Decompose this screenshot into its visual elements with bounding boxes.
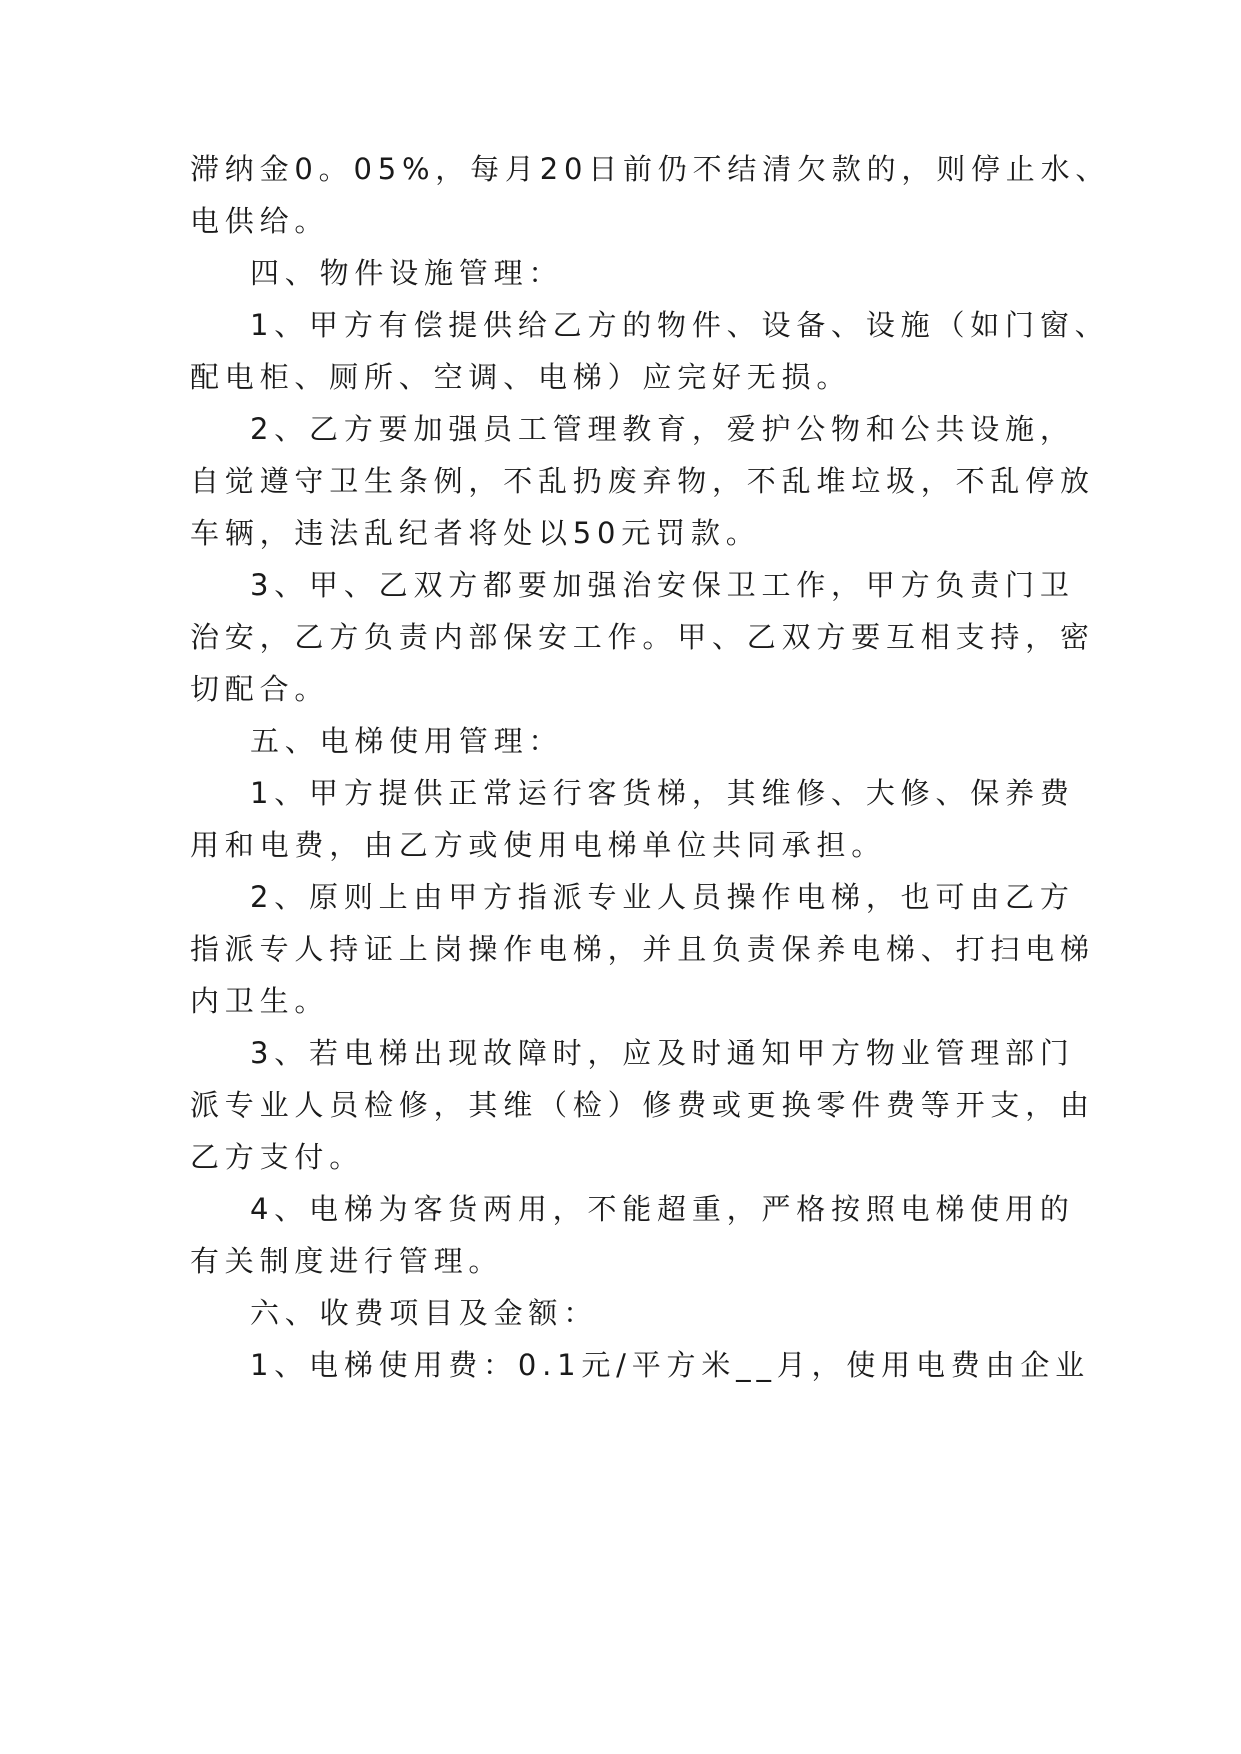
text-line: 配电柜、厕所、空调、电梯）应完好无损。 xyxy=(190,360,852,394)
text-line: 电供给。 xyxy=(190,204,330,238)
section-heading: 五、电梯使用管理： xyxy=(250,724,564,758)
text-line: 自觉遵守卫生条例，不乱扔废弃物，不乱堆垃圾，不乱停放 xyxy=(190,464,1095,498)
text-line: 切配合。 xyxy=(190,672,330,706)
text-line: 3、若电梯出现故障时，应及时通知甲方物业管理部门 xyxy=(250,1036,1075,1070)
text-line: 1、电梯使用费：0.1元/平方米__月，使用电费由企业 xyxy=(250,1348,1090,1382)
text-line: 指派专人持证上岗操作电梯，并且负责保养电梯、打扫电梯 xyxy=(190,932,1095,966)
text-line: 2、原则上由甲方指派专业人员操作电梯，也可由乙方 xyxy=(250,880,1075,914)
text-line: 车辆，违法乱纪者将处以50元罚款。 xyxy=(190,516,761,550)
text-line: 4、电梯为客货两用，不能超重，严格按照电梯使用的 xyxy=(250,1192,1075,1226)
section-heading: 六、收费项目及金额： xyxy=(250,1296,599,1330)
text-line: 3、甲、乙双方都要加强治安保卫工作，甲方负责门卫 xyxy=(250,568,1075,602)
text-line: 乙方支付。 xyxy=(190,1140,365,1174)
text-line: 1、甲方提供正常运行客货梯，其维修、大修、保养费 xyxy=(250,776,1075,810)
text-line: 滞纳金0。05%，每月20日前仍不结清欠款的，则停止水、 xyxy=(190,152,1111,186)
text-line: 1、甲方有偿提供给乙方的物件、设备、设施（如门窗、 xyxy=(250,308,1110,342)
text-line: 用和电费，由乙方或使用电梯单位共同承担。 xyxy=(190,828,887,862)
text-line: 内卫生。 xyxy=(190,984,330,1018)
text-line: 有关制度进行管理。 xyxy=(190,1244,504,1278)
text-line: 治安，乙方负责内部保安工作。甲、乙双方要互相支持，密 xyxy=(190,620,1095,654)
text-line: 派专业人员检修，其维（检）修费或更换零件费等开支，由 xyxy=(190,1088,1095,1122)
text-line: 2、乙方要加强员工管理教育，爱护公物和公共设施， xyxy=(250,412,1075,446)
section-heading: 四、物件设施管理： xyxy=(250,256,564,290)
